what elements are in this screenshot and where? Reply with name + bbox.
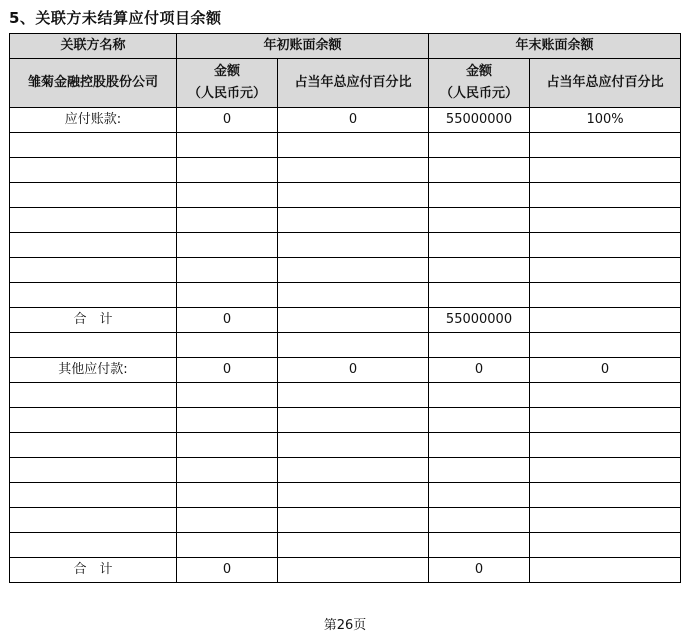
begin-amount-cell: [177, 333, 278, 358]
begin-amount-cell: [177, 383, 278, 408]
row-label-cell: [10, 433, 177, 458]
begin-pct-cell: [278, 408, 429, 433]
table-row: [10, 358, 681, 383]
row-label-cell: 应付账款:: [10, 108, 177, 133]
table-row: [10, 208, 681, 233]
header-amount-label: 金额: [466, 64, 493, 79]
begin-amount-cell: [177, 408, 278, 433]
end-amount-cell: 0: [429, 558, 530, 583]
header-amount-label: 金额: [213, 64, 240, 79]
table-row: [10, 433, 681, 458]
row-label-cell: [10, 408, 177, 433]
begin-pct-cell: [278, 283, 429, 308]
end-amount-cell: [429, 183, 530, 208]
row-label-cell: 其他应付款:: [10, 358, 177, 383]
end-pct-cell: [530, 208, 681, 233]
begin-amount-cell: 0: [177, 308, 278, 333]
row-label-cell: [10, 533, 177, 558]
begin-amount-cell: [177, 283, 278, 308]
end-amount-cell: 55000000: [429, 308, 530, 333]
header-begin-amount: [177, 59, 278, 108]
header-end-amount: [429, 59, 530, 108]
end-amount-cell: [429, 283, 530, 308]
table-row: [10, 558, 681, 583]
row-label-cell: [10, 458, 177, 483]
header-end-balance: 年末账面余额: [429, 34, 681, 59]
header-company-name: 雏菊金融控股股份公司: [10, 59, 177, 108]
begin-pct-cell: [278, 133, 429, 158]
begin-amount-cell: [177, 533, 278, 558]
begin-pct-cell: [278, 458, 429, 483]
begin-pct-cell: [278, 508, 429, 533]
row-label-cell: [10, 133, 177, 158]
end-amount-cell: [429, 208, 530, 233]
end-pct-cell: [530, 233, 681, 258]
end-pct-cell: [530, 508, 681, 533]
begin-amount-cell: 0: [177, 358, 278, 383]
row-label-cell: [10, 233, 177, 258]
row-label-cell: [10, 383, 177, 408]
table-row: [10, 508, 681, 533]
table-row: [10, 483, 681, 508]
end-pct-cell: [530, 308, 681, 333]
header-begin-balance: 年初账面余额: [177, 34, 429, 59]
begin-pct-cell: [278, 158, 429, 183]
end-pct-cell: [530, 133, 681, 158]
end-pct-cell: [530, 383, 681, 408]
end-pct-cell: [530, 483, 681, 508]
end-amount-cell: [429, 383, 530, 408]
begin-pct-cell: [278, 483, 429, 508]
begin-amount-cell: [177, 133, 278, 158]
header-amount-unit: （人民币元）: [187, 86, 266, 101]
end-amount-cell: [429, 258, 530, 283]
end-amount-cell: [429, 408, 530, 433]
header-party-name: 关联方名称: [10, 34, 177, 59]
begin-pct-cell: 0: [278, 358, 429, 383]
begin-pct-cell: [278, 258, 429, 283]
row-label-cell: [10, 283, 177, 308]
end-pct-cell: [530, 433, 681, 458]
end-pct-cell: [530, 558, 681, 583]
end-pct-cell: [530, 158, 681, 183]
row-label-cell: [10, 508, 177, 533]
table-row: [10, 458, 681, 483]
begin-pct-cell: [278, 183, 429, 208]
row-label-cell: [10, 208, 177, 233]
row-label-cell: [10, 333, 177, 358]
begin-amount-cell: [177, 208, 278, 233]
row-label-cell: [10, 158, 177, 183]
begin-pct-cell: [278, 533, 429, 558]
end-amount-cell: [429, 333, 530, 358]
header-end-pct: 占当年总应付百分比: [530, 59, 681, 108]
end-pct-cell: [530, 408, 681, 433]
end-amount-cell: [429, 133, 530, 158]
related-party-payables-table: [9, 33, 681, 583]
begin-amount-cell: 0: [177, 558, 278, 583]
end-amount-cell: 55000000: [429, 108, 530, 133]
table-row: [10, 333, 681, 358]
section-heading: 5、关联方未结算应付项目余额: [9, 9, 222, 27]
begin-pct-cell: [278, 558, 429, 583]
end-amount-cell: [429, 233, 530, 258]
row-label-cell: 合 计: [10, 558, 177, 583]
table-row: [10, 158, 681, 183]
end-amount-cell: 0: [429, 358, 530, 383]
begin-amount-cell: [177, 508, 278, 533]
end-pct-cell: [530, 533, 681, 558]
table-row: [10, 258, 681, 283]
table-row: [10, 133, 681, 158]
end-pct-cell: 0: [530, 358, 681, 383]
begin-pct-cell: [278, 208, 429, 233]
begin-amount-cell: [177, 433, 278, 458]
page-number: 第26页: [323, 618, 367, 633]
table-row: [10, 283, 681, 308]
table-row: [10, 183, 681, 208]
table-row: [10, 233, 681, 258]
end-amount-cell: [429, 483, 530, 508]
end-pct-cell: [530, 458, 681, 483]
header-row-2: [10, 59, 681, 108]
table-row: [10, 383, 681, 408]
end-amount-cell: [429, 458, 530, 483]
begin-amount-cell: [177, 158, 278, 183]
end-pct-cell: [530, 183, 681, 208]
row-label-cell: [10, 258, 177, 283]
begin-pct-cell: 0: [278, 108, 429, 133]
table-row: [10, 308, 681, 333]
table-row: [10, 108, 681, 133]
end-pct-cell: [530, 258, 681, 283]
header-begin-pct: 占当年总应付百分比: [278, 59, 429, 108]
row-label-cell: 合 计: [10, 308, 177, 333]
row-label-cell: [10, 183, 177, 208]
begin-pct-cell: [278, 233, 429, 258]
end-amount-cell: [429, 508, 530, 533]
table-row: [10, 408, 681, 433]
begin-pct-cell: [278, 383, 429, 408]
begin-pct-cell: [278, 333, 429, 358]
end-pct-cell: 100%: [530, 108, 681, 133]
end-pct-cell: [530, 333, 681, 358]
begin-amount-cell: [177, 483, 278, 508]
end-amount-cell: [429, 433, 530, 458]
table-row: [10, 533, 681, 558]
begin-amount-cell: [177, 183, 278, 208]
begin-amount-cell: 0: [177, 108, 278, 133]
begin-pct-cell: [278, 308, 429, 333]
row-label-cell: [10, 483, 177, 508]
end-amount-cell: [429, 158, 530, 183]
header-row-1: [10, 34, 681, 59]
end-amount-cell: [429, 533, 530, 558]
end-pct-cell: [530, 283, 681, 308]
begin-pct-cell: [278, 433, 429, 458]
begin-amount-cell: [177, 258, 278, 283]
begin-amount-cell: [177, 233, 278, 258]
begin-amount-cell: [177, 458, 278, 483]
header-amount-unit: （人民币元）: [440, 86, 519, 101]
